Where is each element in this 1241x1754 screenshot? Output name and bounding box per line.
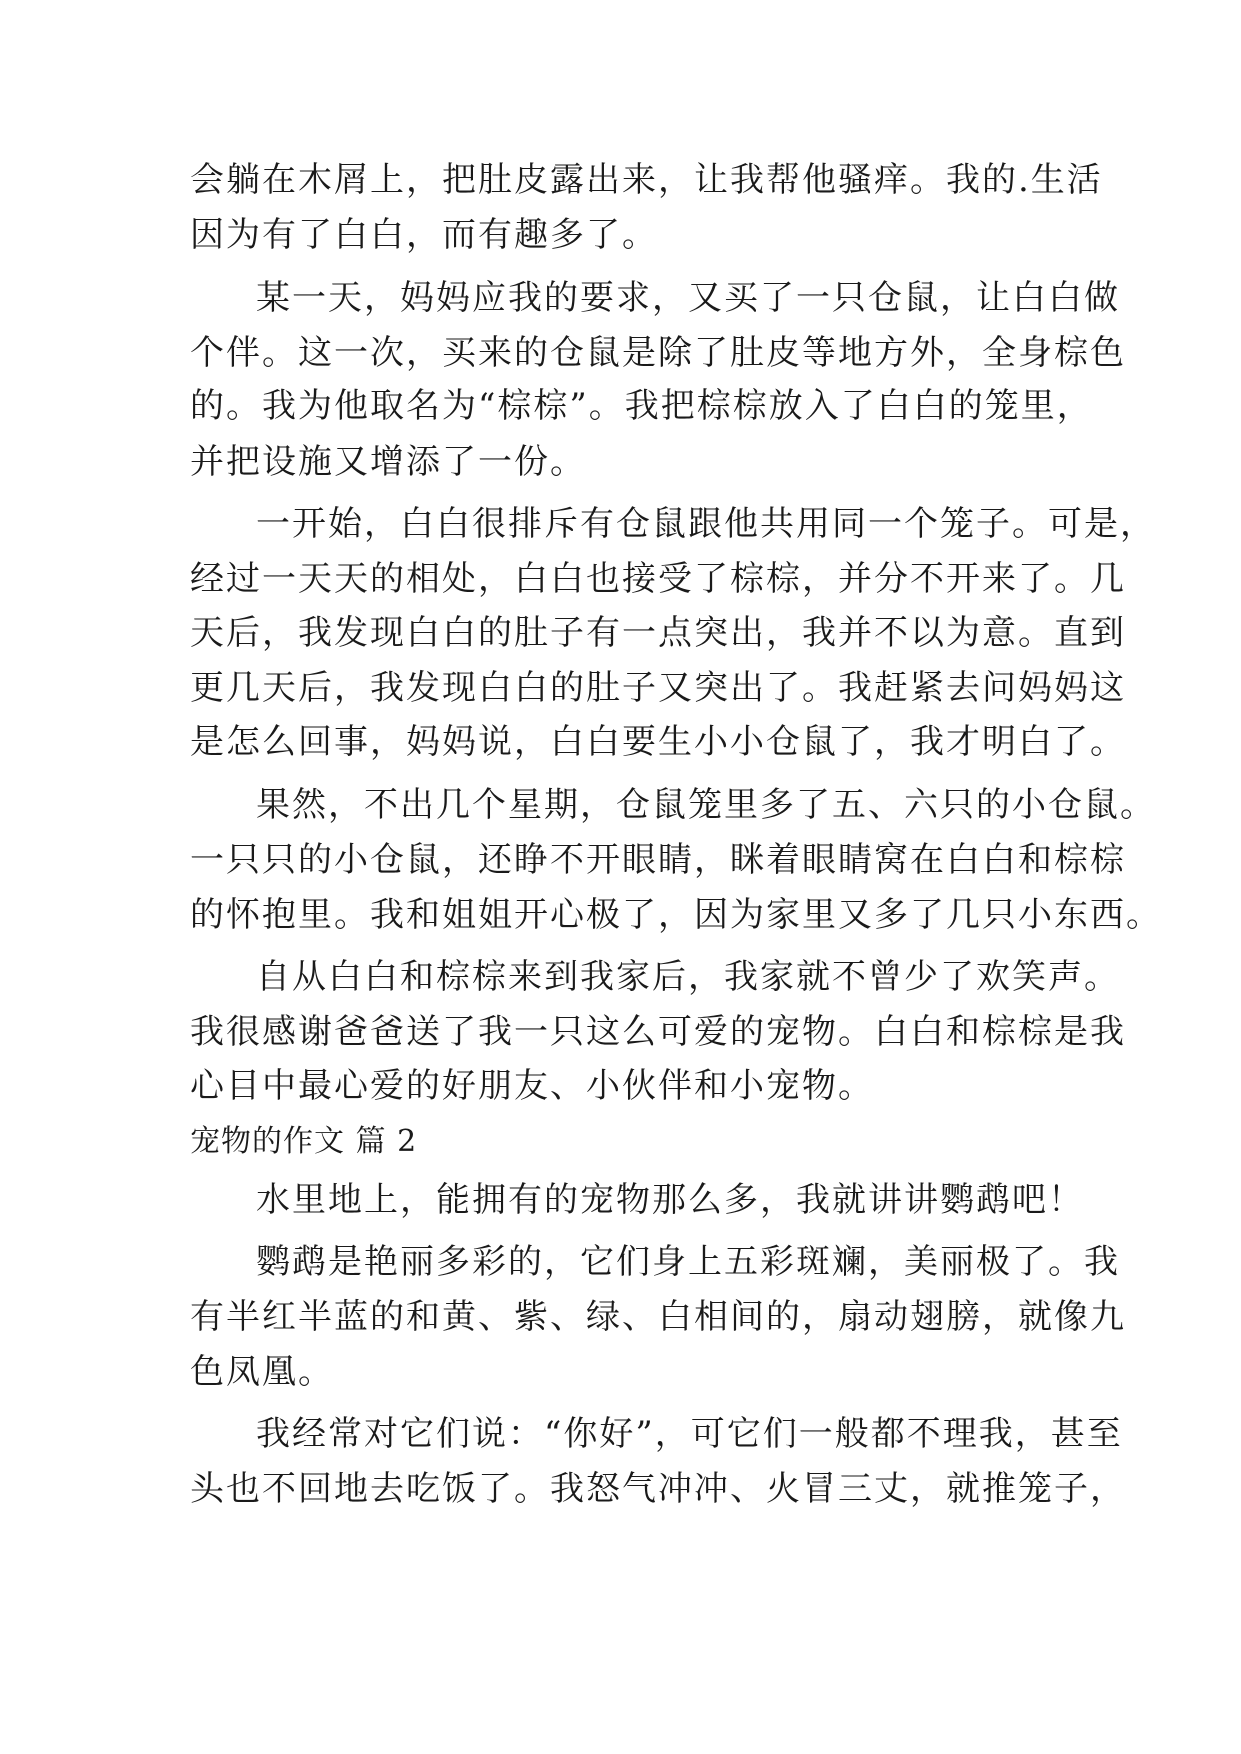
- text-line-12: 果然，不出几个星期，仓鼠笼里多了五、六只的小仓鼠。: [256, 785, 1156, 825]
- text-line-20: 鹦鹉是艳丽多彩的，它们身上五彩斑斓，美丽极了。我: [256, 1242, 1120, 1282]
- text-line-1: 会躺在木屑上，把肚皮露出来，让我帮他骚痒。我的.生活: [190, 160, 1103, 200]
- text-line-10: 更几天后，我发现白白的肚子又突出了。我赶紧去问妈妈这: [190, 668, 1126, 708]
- text-line-7: 一开始，白白很排斥有仓鼠跟他共用同一个笼子。可是，: [256, 504, 1156, 544]
- text-line-9: 天后，我发现白白的肚子有一点突出，我并不以为意。直到: [190, 613, 1126, 653]
- text-line-15: 自从白白和棕棕来到我家后，我家就不曾少了欢笑声。: [256, 957, 1120, 997]
- text-line-24: 头也不回地去吃饭了。我怒气冲冲、火冒三丈，就推笼子，: [190, 1469, 1126, 1509]
- section-heading: 宠物的作文 篇 2: [190, 1124, 418, 1159]
- text-line-5: 的。我为他取名为“棕棕”。我把棕棕放入了白白的笼里，: [190, 386, 1093, 426]
- text-line-17: 心目中最心爱的好朋友、小伙伴和小宠物。: [190, 1066, 874, 1106]
- text-line-8: 经过一天天的相处，白白也接受了棕棕，并分不开来了。几: [190, 559, 1126, 599]
- text-line-3: 某一天，妈妈应我的要求，又买了一只仓鼠，让白白做: [256, 278, 1120, 318]
- text-line-19: 水里地上，能拥有的宠物那么多，我就讲讲鹦鹉吧！: [256, 1180, 1084, 1220]
- text-line-6: 并把设施又增添了一份。: [190, 442, 586, 482]
- text-line-16: 我很感谢爸爸送了我一只这么可爱的宠物。白白和棕棕是我: [190, 1012, 1126, 1052]
- text-line-11: 是怎么回事，妈妈说，白白要生小小仓鼠了，我才明白了。: [190, 722, 1126, 762]
- text-line-23: 我经常对它们说：“你好”，可它们一般都不理我，甚至: [256, 1414, 1123, 1454]
- text-line-21: 有半红半蓝的和黄、紫、绿、白相间的，扇动翅膀，就像九: [190, 1297, 1126, 1337]
- text-line-4: 个伴。这一次，买来的仓鼠是除了肚皮等地方外，全身棕色: [190, 333, 1126, 373]
- text-line-14: 的怀抱里。我和姐姐开心极了，因为家里又多了几只小东西。: [190, 895, 1162, 935]
- text-line-2: 因为有了白白，而有趣多了。: [190, 215, 658, 255]
- text-line-13: 一只只的小仓鼠，还睁不开眼睛，眯着眼睛窝在白白和棕棕: [190, 840, 1126, 880]
- text-line-22: 色凤凰。: [190, 1352, 334, 1392]
